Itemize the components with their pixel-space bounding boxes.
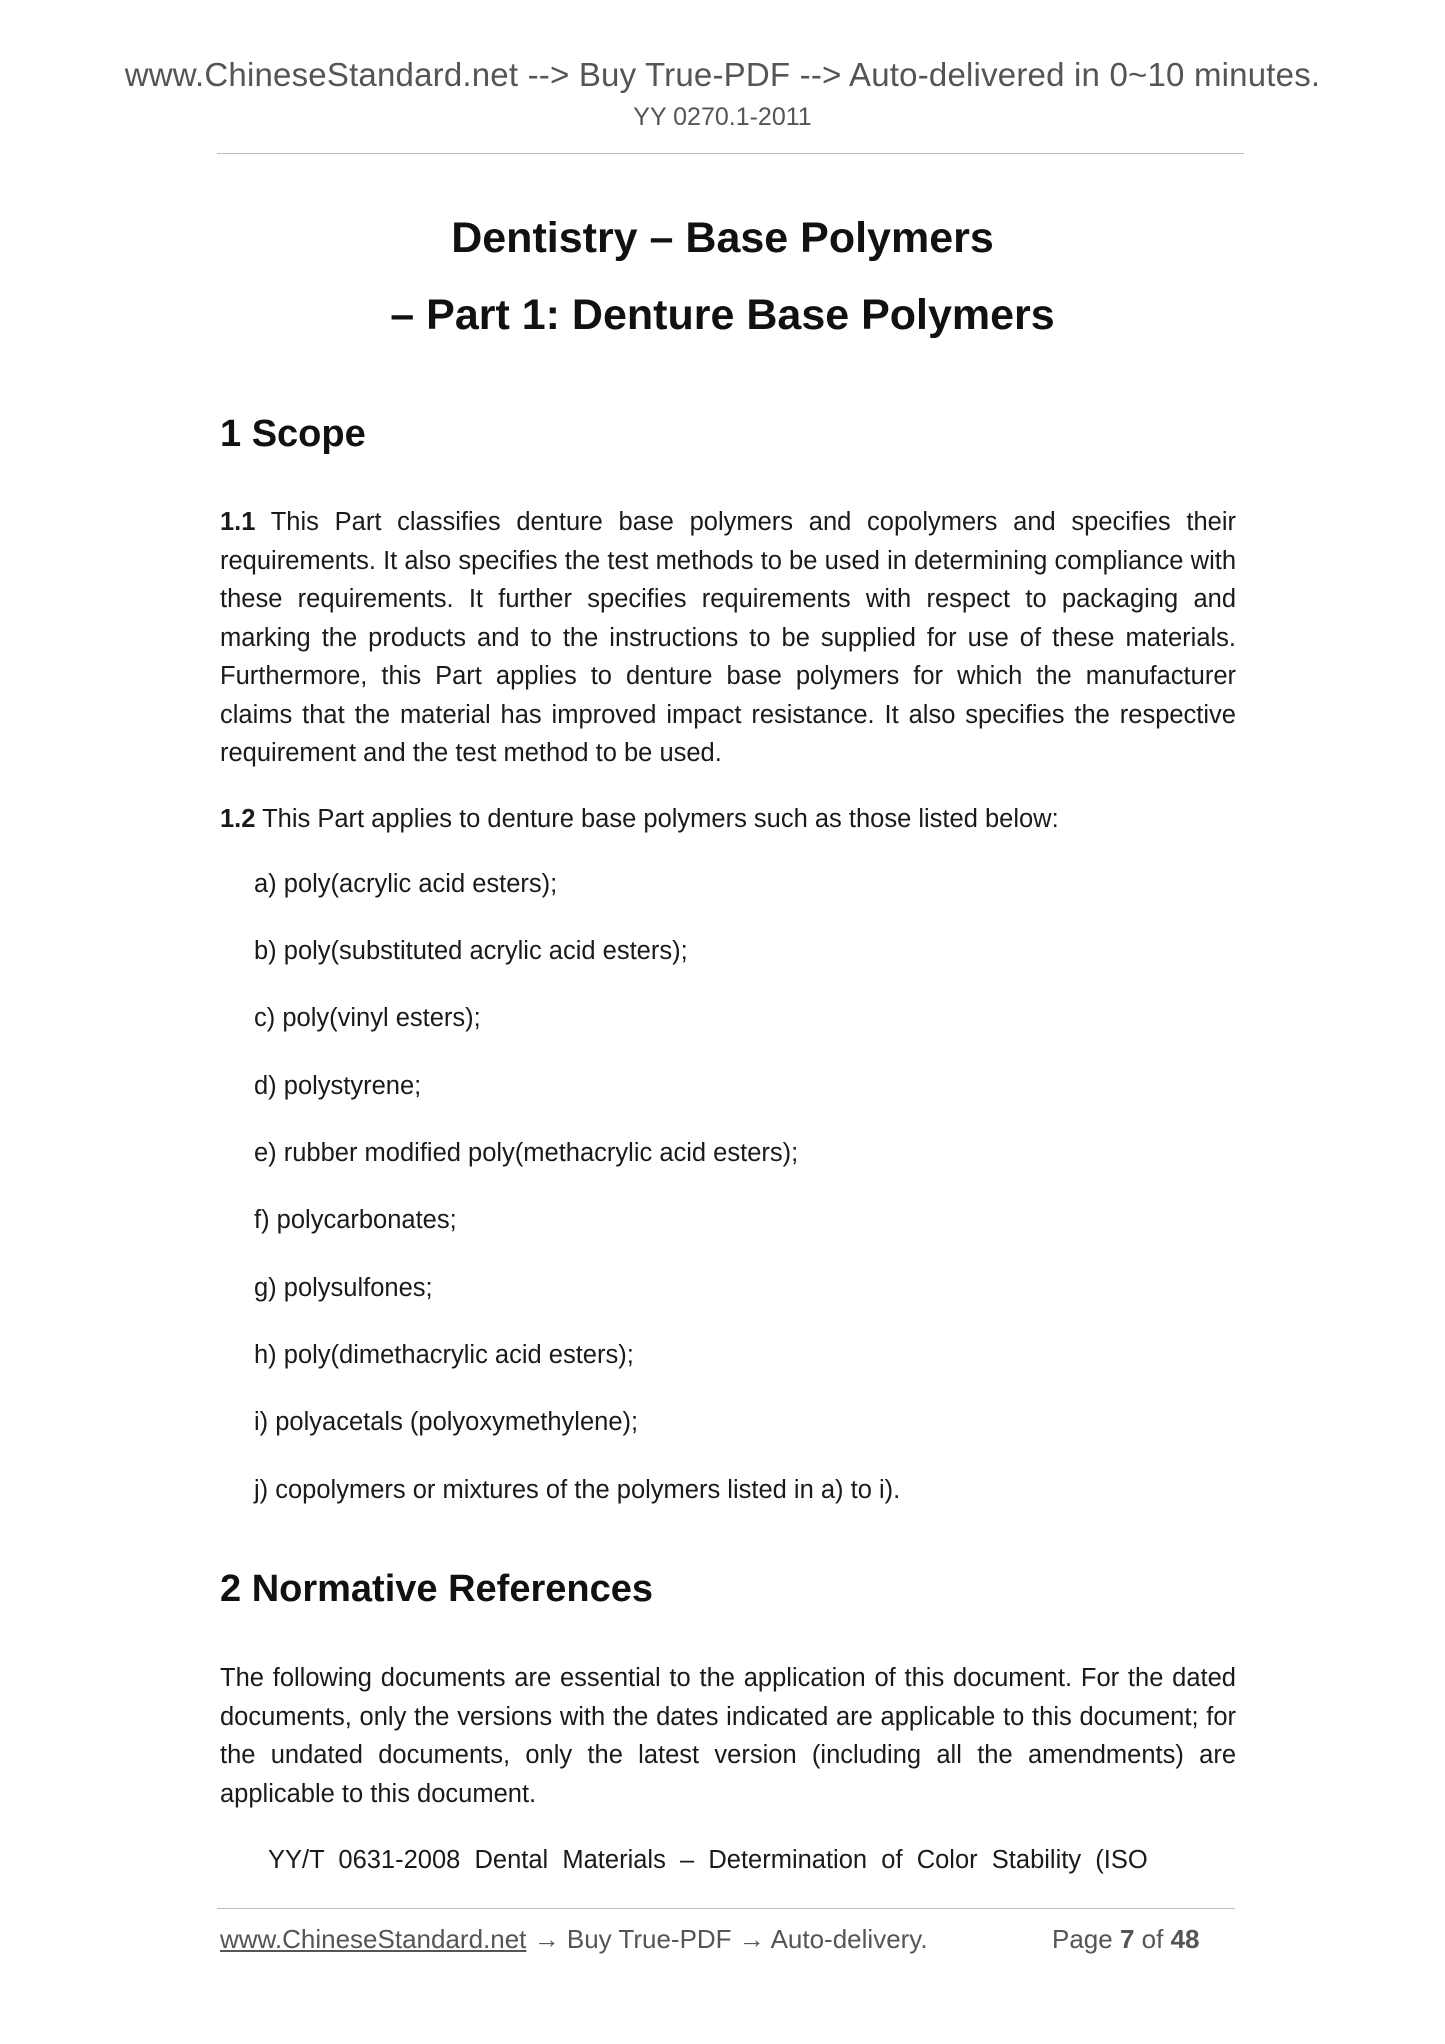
reference-entry: YY/T 0631-2008 Dental Materials – Determination of Color Stability (ISO: [268, 1846, 1148, 1874]
document-number: YY 0270.1-2011: [633, 103, 812, 131]
page-of: of: [1141, 1924, 1164, 1954]
list-item: h) poly(dimethacrylic acid esters);: [254, 1341, 634, 1369]
list-item: i) polyacetals (polyoxymethylene);: [254, 1408, 639, 1436]
page-current: 7: [1119, 1924, 1135, 1954]
paragraph-normative-intro: The following documents are essential to the application of this document. For the dated documents, only the versions with the dates indicated are applicable to this document; for the undated documents, only the latest version (including all the amendments) are applicable to this document.: [220, 1664, 1236, 1808]
footer-left: [220, 1924, 928, 1955]
page-label: Page: [1052, 1924, 1113, 1954]
section-heading-scope: 1 Scope: [220, 413, 366, 455]
page-indicator: [1052, 1924, 1200, 1955]
list-item: b) poly(substituted acrylic acid esters);: [254, 937, 688, 965]
list-item: g) polysulfones;: [254, 1274, 433, 1302]
list-item: e) rubber modified poly(methacrylic acid esters);: [254, 1139, 799, 1167]
paragraph-1-2: [220, 800, 1236, 839]
clause-number: 1.1: [220, 508, 256, 536]
list-item: f) polycarbonates;: [254, 1206, 457, 1234]
footer-divider: [217, 1908, 1235, 1909]
list-item: c) poly(vinyl esters);: [254, 1004, 481, 1032]
list-item: d) polystyrene;: [254, 1072, 422, 1100]
paragraph-1-1: [220, 503, 1236, 773]
list-item: a) poly(acrylic acid esters);: [254, 870, 558, 898]
header-divider: [217, 153, 1244, 154]
paragraph-text: This Part applies to denture base polymers such as those listed below:: [255, 805, 1059, 833]
section-heading-normative-references: 2 Normative References: [220, 1568, 653, 1610]
footer-tagline: → Buy True-PDF → Auto-delivery.: [526, 1924, 928, 1954]
clause-number: 1.2: [220, 805, 256, 833]
document-title-line2: – Part 1: Denture Base Polymers: [390, 291, 1055, 339]
list-item: j) copolymers or mixtures of the polymers listed in a) to i).: [254, 1476, 901, 1504]
header-banner: www.ChineseStandard.net --> Buy True-PDF --> Auto-delivered in 0~10 minutes.: [124, 56, 1321, 93]
page-total: 48: [1170, 1924, 1200, 1954]
document-title-line1: Dentistry – Base Polymers: [451, 214, 994, 262]
footer-site-link[interactable]: www.ChineseStandard.net: [220, 1924, 527, 1954]
paragraph-text: This Part classifies denture base polymers and copolymers and specifies their requirements. It also specifies the test methods to be used in determining compliance with these requirements. It further specifies requirements with respect to packaging and marking the products and to the instructions to be supplied for use of these materials. Furthermore, this Part applies to denture base polymers for which the manufacturer claims that the material has improved impact resistance. It also specifies the respective requirement and the test method to be used.: [220, 508, 1236, 767]
